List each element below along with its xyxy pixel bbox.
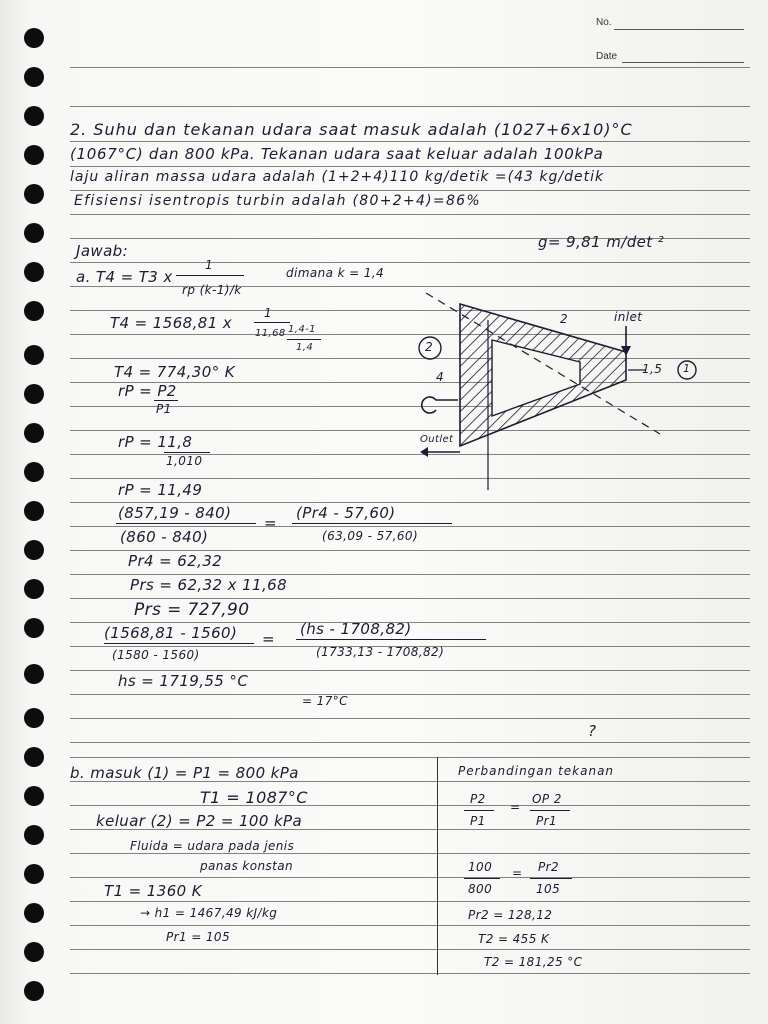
jawab-label: Jawab: [76, 242, 129, 260]
b-line-4: Fluida = udara pada jenis [130, 839, 295, 853]
interp2-left-den: (1580 - 1560) [112, 648, 200, 662]
b-line-6: T1 = 1360 K [104, 882, 202, 900]
interp1-right-num: (Pr4 - 57,60) [296, 504, 396, 522]
t4-calc: T4 = 1568,81 x [110, 314, 233, 332]
r1-right-den: Pr1 [536, 814, 558, 828]
interp2-left-num: (1568,81 - 1560) [104, 624, 238, 642]
inlet-label: inlet [614, 310, 643, 324]
r2-left-den: 800 [468, 882, 493, 896]
interp2-right-den: (1733,13 - 1708,82) [316, 645, 445, 659]
a-where: dimana k = 1,4 [286, 266, 385, 280]
b-line-1: b. masuk (1) = P1 = 800 kPa [70, 764, 299, 782]
interp1-left-den: (860 - 840) [120, 528, 209, 546]
outlet-label: Outlet [420, 434, 454, 445]
t4-frac-num: 1 [264, 306, 273, 320]
date-label: Date [596, 51, 618, 62]
b-line-7: → h1 = 1467,49 kJ/kg [140, 906, 278, 920]
a-fraction-den: rp (k-1)/k [182, 283, 242, 297]
r1-right-num: OP 2 [532, 792, 562, 806]
r2-right-den: 105 [536, 882, 561, 896]
arrow-head [420, 447, 428, 457]
problem-line-2: (1067°C) dan 800 kPa. Tekanan udara saat keluar adalah 100kPa [70, 145, 604, 163]
t4-exp-num: 1,4-1 [288, 324, 316, 335]
b-line-5: panas konstan [200, 859, 294, 873]
interp2-right-num: (hs - 1708,82) [300, 620, 412, 638]
label-1-5: 1,5 [642, 362, 663, 376]
r2-left-num: 100 [468, 860, 493, 874]
r1-eq: = [510, 800, 521, 814]
rp-val-den: 1,010 [166, 454, 203, 468]
t4-frac-den: 11,68 [255, 328, 286, 339]
t4-result: T4 = 774,30° K [114, 363, 236, 381]
circle-1-label: 1 [683, 362, 691, 375]
ratio-title: Perbandingan tekanan [458, 764, 615, 778]
rp-val: rP = 11,8 [118, 433, 193, 451]
hs-approx: = 17°C [302, 694, 348, 708]
b-line-3: keluar (2) = P2 = 100 kPa [96, 812, 303, 830]
r3: Pr2 = 128,12 [468, 908, 553, 922]
interp1-left-num: (857,19 - 840) [118, 504, 232, 522]
rp-result: rP = 11,49 [118, 481, 203, 499]
problem-line-4: Efisiensi isentropis turbin adalah (80+2+4)=86% [74, 193, 481, 209]
gravity-note: g= 9,81 m/det ² [538, 233, 665, 251]
prs-result: Prs = 727,90 [134, 600, 250, 620]
interp1-right-den: (63,09 - 57,60) [322, 529, 419, 543]
b-line-2: T1 = 1087°C [200, 788, 308, 807]
no-label: No. [596, 17, 612, 28]
problem-line-1: 2. Suhu dan tekanan udara saat masuk adalah (1027+6x10)°C [70, 120, 633, 139]
circle-2-label: 2 [425, 340, 434, 354]
question-mark: ? [588, 722, 597, 740]
label-4: 4 [436, 370, 445, 384]
a-fraction-num: 1 [205, 258, 214, 272]
r1-left-den: P1 [470, 814, 486, 828]
r4: T2 = 455 K [478, 932, 550, 946]
prs-calc: Prs = 62,32 x 11,68 [130, 576, 288, 594]
pr4-result: Pr4 = 62,32 [128, 552, 223, 570]
r2-right-num: Pr2 [538, 860, 560, 874]
rp-def: rP = P2 [118, 382, 177, 400]
b-line-8: Pr1 = 105 [166, 930, 230, 944]
r2-eq: = [512, 866, 523, 880]
work-arrow [422, 397, 458, 413]
interp2-eq: = [262, 630, 275, 648]
r5: T2 = 181,25 °C [484, 955, 583, 969]
t4-exp-den: 1,4 [296, 342, 314, 353]
label-2: 2 [560, 312, 569, 326]
hs-result: hs = 1719,55 °C [118, 672, 249, 690]
problem-line-3: laju aliran massa udara adalah (1+2+4)110 kg/detik =(43 kg/detik [70, 169, 605, 185]
r1-left-num: P2 [470, 792, 486, 806]
interp1-eq: = [264, 514, 277, 532]
rp-def-den: P1 [156, 402, 172, 416]
a-label: a. T4 = T3 x [76, 268, 173, 286]
